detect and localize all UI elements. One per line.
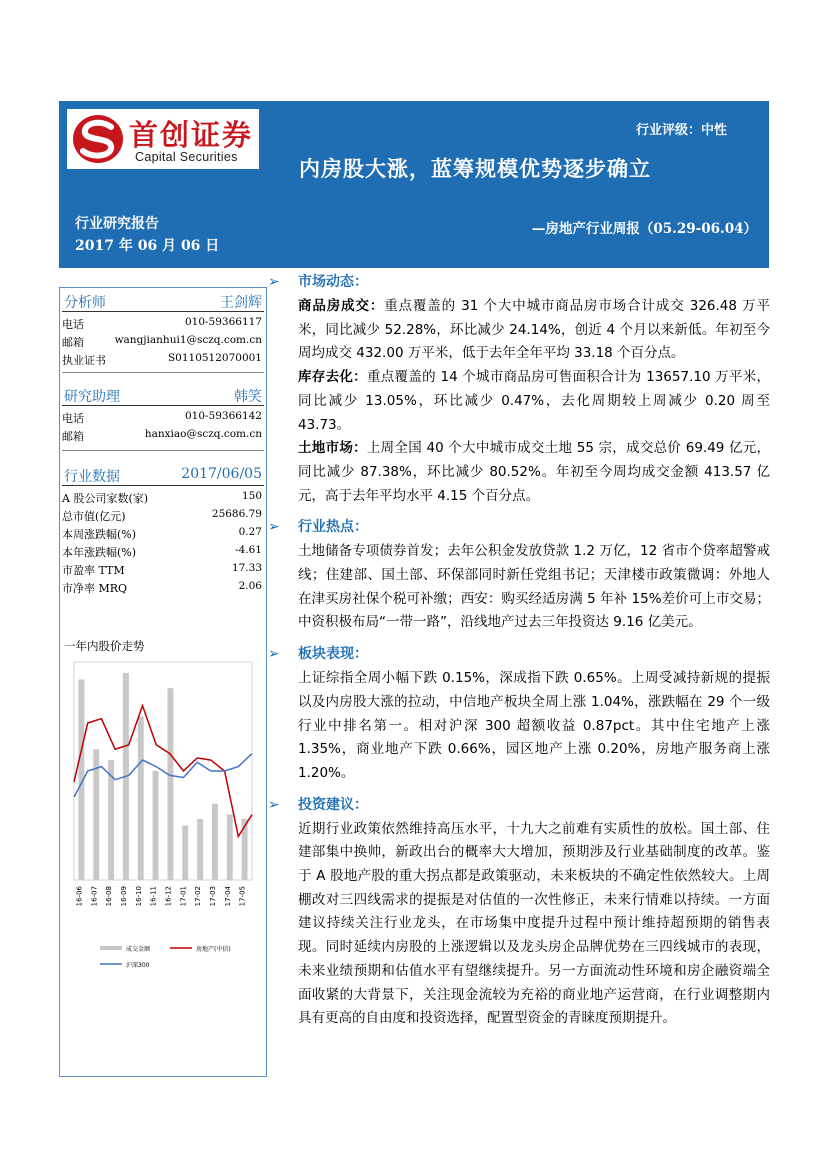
row-value: -4.61 (235, 544, 262, 556)
industry-data-label: 行业数据 (64, 469, 120, 485)
row-label: 本周涨跌幅(%) (62, 528, 137, 541)
section-heading (268, 271, 770, 295)
x-tick-label: 17-05 (238, 886, 247, 907)
row-value: S0110512070001 (167, 352, 262, 364)
assistant-label: 研究助理 (64, 389, 120, 405)
section-heading (268, 794, 770, 818)
paragraph-lead: 土地市场： (298, 440, 367, 457)
legend-label: 房地产(中信) (196, 946, 231, 953)
industry-data-date: 2017/06/05 (181, 466, 262, 482)
assistant-email-row (62, 426, 264, 444)
industry-data-header (62, 466, 264, 486)
assistant-name: 韩笑 (234, 389, 262, 405)
x-tick-label: 17-01 (179, 886, 188, 907)
row-value: 2.06 (238, 580, 262, 592)
section-heading-text: 板块表现： (298, 646, 368, 663)
volume-bar (153, 771, 159, 880)
paragraph-text: 上证综指全周小幅下跌 0.15%，深成指下跌 0.65%。上周受减持新规的提振以及内房股大涨的拉动，中信地产板块全周上涨 1.04%，涨跌幅在 29 个一级行业中排名第一。相对沪深 300 超额收益 0.87pct。其中住宅地产上涨 1.35%，商业地产下跌 0.66%，园区地产上涨 0.20%，房地产服务商上涨 1.20%。 (298, 670, 770, 781)
arrow-bullet-icon: ➢ (268, 796, 280, 813)
assistant-phone-row (62, 408, 264, 426)
x-tick-label: 17-03 (208, 886, 217, 907)
paragraph (276, 540, 770, 635)
paragraph (276, 437, 770, 508)
row-label: 市盈率 TTM (62, 564, 125, 577)
volume-bar (212, 804, 218, 880)
row-label: A 股公司家数(家) (62, 492, 149, 505)
x-tick-label: 16-12 (164, 886, 173, 907)
divider (62, 450, 264, 451)
arrow-bullet-icon: ➢ (268, 519, 280, 536)
paragraph (276, 667, 770, 786)
paragraph (276, 366, 770, 437)
x-tick-label: 16-11 (149, 886, 158, 907)
industry-row (62, 542, 264, 560)
report-subtitle: —房地产行业周报（05.29-06.04） (531, 221, 757, 237)
assistant-header (62, 386, 264, 406)
legend-swatch (100, 946, 122, 950)
legend-label: 沪深300 (126, 962, 150, 969)
volume-bar (167, 688, 173, 880)
report-date: 2017 年 06 月 06 日 (75, 238, 220, 254)
paragraph-lead: 库存去化： (298, 369, 367, 386)
x-tick-label: 17-02 (194, 886, 203, 907)
row-value: 010-59366142 (184, 410, 262, 422)
x-tick-label: 16-06 (75, 886, 84, 907)
volume-bar (182, 826, 188, 881)
volume-bar (138, 717, 144, 881)
row-value: 010-59366117 (184, 316, 262, 328)
arrow-bullet-icon: ➢ (268, 646, 280, 663)
row-label: 执业证书 (62, 354, 106, 367)
analyst-email-row (62, 332, 264, 350)
row-value: wangjianhui1@sczq.com.cn (114, 334, 262, 346)
analyst-license-row (62, 350, 264, 368)
logo-name-en: Capital Securities (135, 150, 238, 164)
stock-chart-title: 一年内股价走势 (64, 639, 145, 653)
section-heading (268, 643, 770, 667)
paragraph-text: 土地储备专项债券首发；去年公积金发放贷款 1.2 万亿，12 省市个贷率超警戒线；住建部、国土部、环保部同时新任党组书记；天津楼市政策微调：外地人在津买房社保个税可补缴；西安：购买经适房满 5 年补 15%差价可上市交易；中资积极布局“一带一路”，沿线地产过去三年投资达 9.16 亿美元。 (298, 543, 770, 631)
x-tick-label: 16-08 (105, 886, 114, 907)
report-title: 内房股大涨，蓝筹规模优势逐步确立 (299, 156, 651, 181)
row-value: hanxiao@sczq.com.cn (144, 428, 262, 440)
paragraph (276, 295, 770, 366)
report-type: 行业研究报告 (75, 216, 159, 232)
x-tick-label: 17-04 (223, 886, 232, 907)
legend-label: 成交金额 (126, 946, 151, 953)
volume-bar (242, 819, 248, 880)
industry-row (62, 560, 264, 578)
row-label: 邮箱 (62, 336, 84, 349)
company-logo (67, 109, 259, 169)
analyst-label: 分析师 (64, 295, 106, 311)
row-label: 电话 (62, 318, 84, 331)
analyst-name: 王剑辉 (220, 295, 262, 311)
row-label: 邮箱 (62, 430, 84, 443)
paragraph-text: 上周全国 40 个大中城市成交土地 55 宗，成交总价 69.49 亿元，同比减少 87.38%，环比减少 80.52%。年初至今周均成交金额 413.57 亿元，高于去年平均水平 4.15 个百分点。 (298, 440, 770, 504)
row-value: 0.27 (238, 526, 262, 538)
x-tick-label: 16-07 (90, 886, 99, 907)
section-heading-text: 市场动态： (298, 274, 368, 290)
x-tick-label: 16-09 (119, 886, 128, 907)
analyst-header (62, 292, 264, 312)
row-label: 本年涨跌幅(%) (62, 546, 137, 559)
logo-name-cn: 首创证券 (129, 118, 254, 152)
row-value: 25686.79 (211, 508, 262, 520)
report-body (268, 271, 771, 1031)
industry-row (62, 506, 264, 524)
volume-bar (227, 815, 233, 880)
row-label: 市净率 MRQ (62, 582, 128, 595)
capital-securities-logo-icon (71, 113, 125, 165)
industry-row (62, 578, 264, 596)
row-value: 150 (241, 490, 262, 502)
volume-bar (197, 819, 203, 880)
row-label: 电话 (62, 412, 84, 425)
industry-rating: 行业评级：中性 (635, 123, 727, 138)
analyst-phone-row (62, 314, 264, 332)
paragraph-text: 重点覆盖的 31 个大中城市商品房市场合计成交 326.48 万平米，同比减少 52.28%，环比减少 24.14%，创近 4 个月以来新低。年初至今周均成交 432.00 万平米，低于去年全年平均 33.18 个百分点。 (298, 298, 770, 362)
report-banner (59, 101, 769, 268)
section-heading-text: 行业热点： (298, 519, 368, 536)
divider (62, 372, 264, 373)
industry-row (62, 524, 264, 542)
paragraph-lead: 商品房成交： (298, 298, 385, 314)
arrow-bullet-icon: ➢ (268, 274, 280, 290)
section-heading (268, 516, 770, 540)
paragraph-text: 近期行业政策依然维持高压水平，十九大之前难有实质性的放松。国土部、住建部集中换帅，新政出台的概率大大增加，预期涉及行业基础制度的改革。鉴于 A 股地产股的重大拐点都是政策驱动，未来板块的不确定性依然较大。上周棚改对三四线需求的提振是对估值的一次性修正，未来行情难以持续。一方面建议持续关注行业龙头，在市场集中度提升过程中预计维持超预期的销售表现。同时延续内房股的上涨逻辑以及龙头房企品牌优势在三四线城市的表现，未来业绩预期和估值水平有望继续提升。另一方面流动性环境和房企融资端全面收紧的大背景下，关注现金流较为充裕的商业地产运营商，在行业调整期内具有更高的自由度和投资选择，配置型资金的青睐度预期提升。 (298, 820, 770, 1027)
stock-price-chart (60, 654, 266, 1074)
row-label: 总市值(亿元) (62, 510, 126, 523)
x-tick-label: 16-10 (134, 886, 143, 907)
industry-row (62, 488, 264, 506)
row-value: 17.33 (231, 562, 262, 574)
paragraph-text: 重点覆盖的 14 个城市商品房可售面积合计为 13657.10 万平米，同比减少 13.05%，环比减少 0.47%，去化周期较上周减少 0.20 周至 43.73。 (298, 369, 771, 433)
info-sidebar (59, 287, 267, 1077)
section-heading-text: 投资建议： (298, 796, 368, 813)
paragraph (276, 818, 770, 1031)
